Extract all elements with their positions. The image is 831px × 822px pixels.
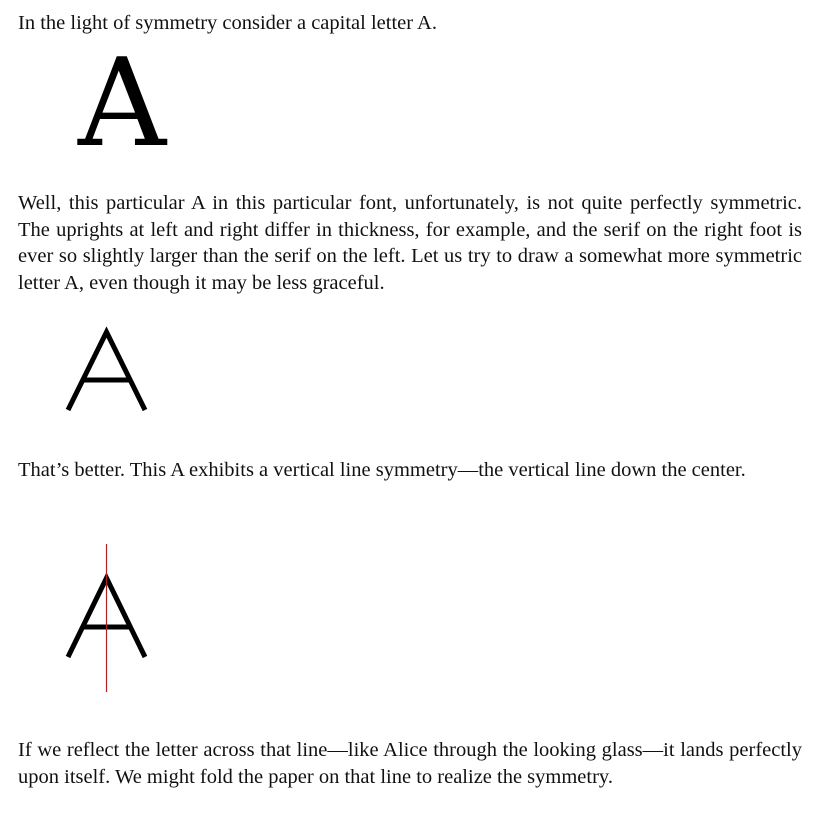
paragraph-reflect: If we reflect the letter across that line—like Alice through the looking glass—it lands perfectly upon itself. We might fold the paper on that line to realize the symmetry. bbox=[18, 739, 802, 788]
paragraph-better: That’s better. This A exhibits a vertical line symmetry—the vertical line down the center. bbox=[18, 459, 746, 481]
serif-letter-a-figure: A bbox=[78, 32, 167, 174]
paragraph-intro: In the light of symmetry consider a capital letter A. bbox=[18, 12, 437, 34]
letter-a-with-symmetry-axis-figure bbox=[60, 540, 160, 695]
letter-a-strokes bbox=[68, 332, 145, 410]
paragraph-font-note: Well, this particular A in this particular font, unfortunately, is not quite perfectly symmetric. The uprights at left and right differ in thickness, for example, and the serif on the right foot is ever so slightly larger than the serif on the left. Let us try to draw a somewhat more symmetric letter A, even though it may be less graceful. bbox=[18, 192, 802, 294]
symmetric-letter-a-figure bbox=[60, 325, 160, 425]
